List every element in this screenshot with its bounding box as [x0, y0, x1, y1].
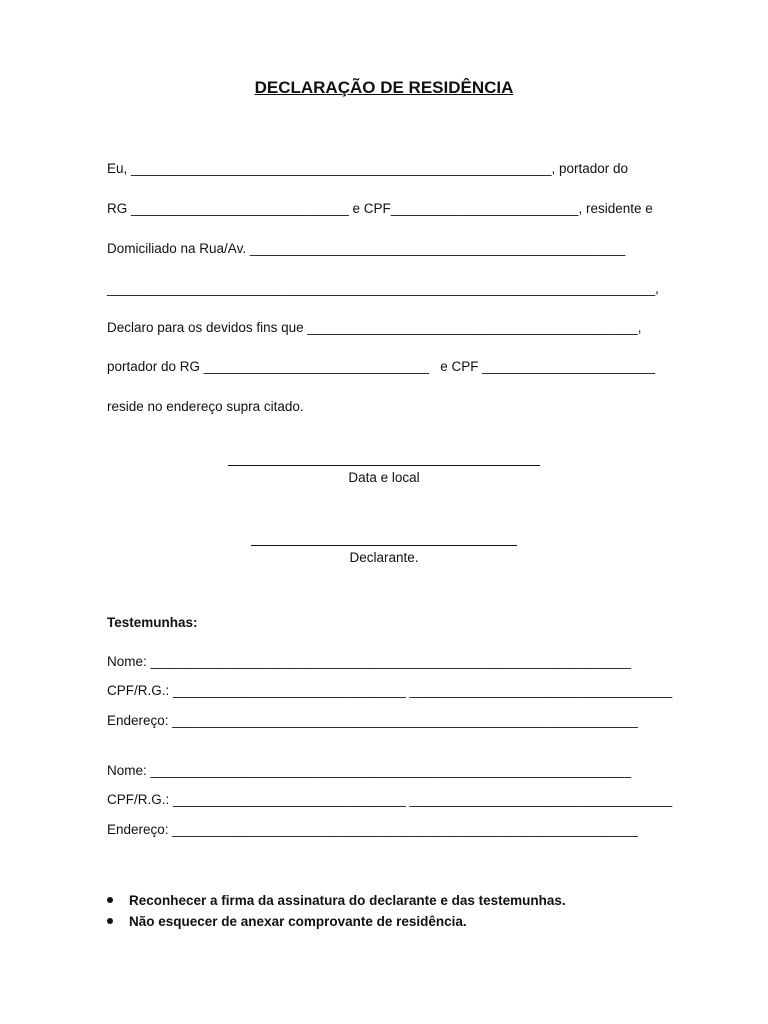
body-line-rg-cpf: RG _____________________________ e CPF_________________________, residente e [107, 201, 653, 216]
bullet-icon [107, 897, 113, 903]
document-title: DECLARAÇÃO DE RESIDÊNCIA [254, 78, 514, 97]
declarant-signature-block [0, 545, 768, 566]
bullet-icon [107, 918, 113, 924]
witness-1-name: Nome: ________________________________________________________________ [107, 654, 632, 669]
notes-list [107, 890, 566, 932]
body-line-closing: reside no endereço supra citado. [107, 399, 304, 414]
body-line-declaration: Declaro para os devidos fins que ____________________________________________, [107, 320, 642, 335]
date-place-line [228, 465, 540, 466]
date-place-label: Data e local [348, 470, 420, 485]
witness-2-address: Endereço: ______________________________________________________________ [107, 822, 638, 837]
witness-2-name: Nome: ________________________________________________________________ [107, 763, 632, 778]
body-line-address: Domiciliado na Rua/Av. __________________________________________________ [107, 241, 626, 256]
note-item [107, 890, 566, 911]
note-item [107, 911, 566, 932]
date-place-block [0, 465, 768, 486]
witness-2-id: CPF/R.G.: _______________________________ ___________________________________ [107, 792, 673, 807]
witness-1-id: CPF/R.G.: _______________________________ ___________________________________ [107, 683, 673, 698]
note-text: Reconhecer a firma da assinatura do declarante e das testemunhas. [129, 893, 566, 908]
body-line-address-continued: _________________________________________________________________________, [107, 281, 659, 296]
declarant-label: Declarante. [349, 550, 419, 565]
witness-1-address: Endereço: ______________________________________________________________ [107, 713, 638, 728]
body-line-rg-cpf-resident: portador do RG ______________________________ e CPF _______________________ [107, 359, 655, 374]
witnesses-heading: Testemunhas: [107, 615, 198, 630]
body-line-name: Eu, ________________________________________________________, portador do [107, 161, 629, 176]
note-text: Não esquecer de anexar comprovante de residência. [129, 914, 467, 929]
declarant-signature-line [251, 545, 517, 546]
